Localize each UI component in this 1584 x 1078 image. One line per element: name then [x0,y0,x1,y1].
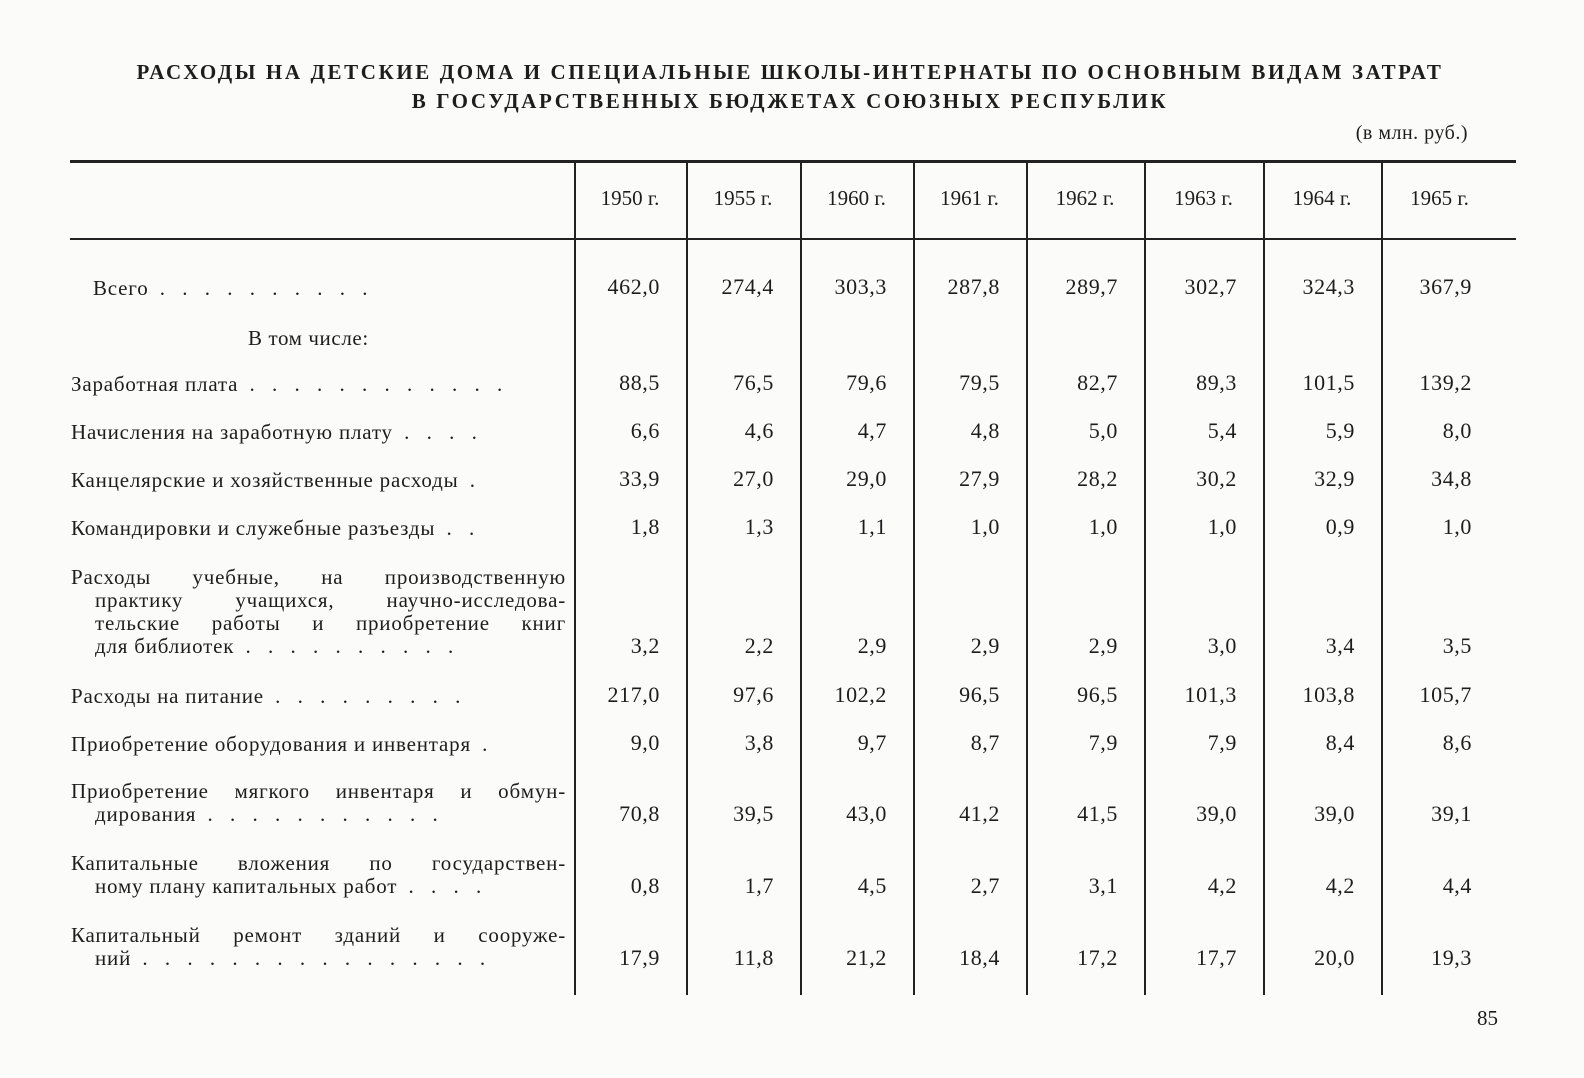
table-cell: 3,5 [1442,633,1472,658]
leader-dots: . . . . . . . . . . [234,635,460,658]
table-cell: 34,8 [1431,466,1472,491]
row-label-line [95,803,566,826]
table-cell: 9,7 [857,730,887,755]
table-cell: 30,2 [1196,466,1237,491]
row-label-line [95,875,566,898]
row-label-text: Приобретение оборудования и инвентаря [71,733,471,756]
year-header: 1965 г. [1410,186,1469,210]
table-cell: 27,0 [733,466,774,491]
title-line-1: РАСХОДЫ НА ДЕТСКИЕ ДОМА И СПЕЦИАЛЬНЫЕ ШКОЛЫ-ИНТЕРНАТЫ ПО ОСНОВНЫМ ВИДАМ ЗАТРАТ [136,60,1444,84]
row-label-text: Командировки и служебные разъезды [71,517,436,540]
table-cell: 367,9 [1419,274,1472,299]
table-cell: 303,3 [834,274,887,299]
row-label-line [71,566,566,589]
row-label [93,277,588,300]
row-label-text: Заработная плата [71,373,239,396]
year-header: 1955 г. [713,186,773,210]
table-cell: 217,0 [607,682,660,707]
page-number: 85 [1477,1006,1498,1030]
table-cell: 96,5 [1077,682,1118,707]
table-cell: 4,7 [857,418,887,443]
leader-dots: . [470,733,494,756]
table-cell: 2,7 [970,873,1000,898]
table-cell: 1,8 [630,514,660,539]
table-cell: 2,2 [744,633,774,658]
table-cell: 27,9 [959,466,1000,491]
table-cell: 8,4 [1325,730,1355,755]
row-label-text: Начисления на заработную плату [71,421,393,444]
table-cell: 287,8 [947,274,1000,299]
table-cell: 41,5 [1077,801,1118,826]
table-cell: 102,2 [834,682,887,707]
table-cell: 289,7 [1065,274,1118,299]
table-cell: 3,2 [630,633,660,658]
table-cell: 101,3 [1184,682,1237,707]
table-cell: 1,7 [744,873,774,898]
row-label-line [71,852,566,875]
table-cell: 96,5 [959,682,1000,707]
row-label-line [71,924,566,947]
row-label-text: ний [95,947,132,970]
table-cell: 1,0 [1442,514,1472,539]
row-label [71,517,566,540]
table-cell: 324,3 [1302,274,1355,299]
table-cell: 18,4 [959,945,1000,970]
year-header: 1960 г. [827,186,886,210]
leader-dots: . . . . . . . . . . . [196,803,444,826]
table-cell: 2,9 [1088,633,1118,658]
row-label-text: Расходы учебные, на производственную [71,565,566,589]
table-cell: 4,2 [1325,873,1355,898]
row-label-line [95,947,566,970]
table-cell: 101,5 [1302,370,1355,395]
table-cell: 6,6 [630,418,660,443]
table-cell: 2,9 [970,633,1000,658]
leader-dots: . . . . . . . . . . . . [238,373,509,396]
leader-dots: . . . . . . . . . . [148,277,374,300]
row-label-text: тельские работы и приобретение книг [95,611,566,635]
table-cell: 33,9 [619,466,660,491]
row-label [71,469,566,492]
row-label-text: Всего [93,277,149,300]
table-cell: 139,2 [1419,370,1472,395]
year-header: 1963 г. [1174,186,1233,210]
table-cell: 39,0 [1314,801,1355,826]
row-label [71,685,566,708]
table-cell: 9,0 [630,730,660,755]
table-cell: 39,1 [1431,801,1472,826]
table-cell: 79,6 [846,370,887,395]
table-cell: 5,0 [1088,418,1118,443]
table-cell: 103,8 [1302,682,1355,707]
row-label-text: дирования [95,803,197,826]
table-cell: 88,5 [619,370,660,395]
table-cell: 11,8 [733,945,774,970]
unit-note: (в млн. руб.) [1355,122,1468,144]
year-header: 1961 г. [940,186,999,210]
row-label [71,733,566,756]
table-cell: 17,2 [1077,945,1118,970]
table-cell: 82,7 [1077,370,1118,395]
table-cell: 39,5 [733,801,774,826]
table-cell: 97,6 [733,682,774,707]
table-cell: 4,6 [744,418,774,443]
row-label [71,373,566,396]
row-label-text: практику учащихся, научно-исследова- [95,588,566,612]
table-cell: 5,9 [1325,418,1355,443]
year-header: 1950 г. [600,186,660,210]
row-label-text: ному плану капитальных работ [95,875,398,898]
table-cell: 4,8 [970,418,1000,443]
table-cell: 76,5 [733,370,774,395]
table-cell: 1,0 [970,514,1000,539]
leader-dots: . . . . [397,875,488,898]
table-cell: 5,4 [1207,418,1237,443]
table-cell: 4,5 [857,873,887,898]
table-cell: 29,0 [846,466,887,491]
table-cell: 1,0 [1207,514,1237,539]
table-cell: 2,9 [857,633,887,658]
table-cell: 32,9 [1314,466,1355,491]
row-label-text: Расходы на питание [71,685,264,708]
table-cell: 20,0 [1314,945,1355,970]
row-label-line [95,589,566,612]
table-cell: 1,1 [857,514,887,539]
row-label-text: Капитальные вложения по государствен- [71,851,566,875]
table-cell: 3,8 [744,730,774,755]
table-cell: 3,0 [1207,633,1237,658]
table-cell: 8,6 [1442,730,1472,755]
subheading: В том числе: [248,326,369,350]
table-cell: 8,0 [1442,418,1472,443]
table-cell: 4,4 [1442,873,1472,898]
table-cell: 43,0 [846,801,887,826]
table-cell: 89,3 [1196,370,1237,395]
table-cell: 41,2 [959,801,1000,826]
row-label-text: Канцелярские и хозяйственные расходы [71,469,459,492]
table-cell: 28,2 [1077,466,1118,491]
leader-dots: . . . . . . . . . . . . . . . . [131,947,492,970]
table-cell: 3,4 [1325,633,1355,658]
row-label [71,421,566,444]
table-cell: 21,2 [846,945,887,970]
top-rule [70,160,1516,163]
table-cell: 17,9 [619,945,660,970]
table-cell: 0,9 [1325,514,1355,539]
table-cell: 39,0 [1196,801,1237,826]
table-cell: 7,9 [1088,730,1118,755]
row-label-line [71,780,566,803]
header-rule [70,238,1516,240]
table-cell: 4,2 [1207,873,1237,898]
row-label-text: Приобретение мягкого инвентаря и обмун- [71,779,566,803]
leader-dots: . . . . . . . . . [263,685,467,708]
table-cell: 8,7 [970,730,1000,755]
table-title [70,58,1510,116]
table-cell: 274,4 [721,274,774,299]
table-cell: 17,7 [1196,945,1237,970]
table-cell: 19,3 [1431,945,1472,970]
leader-dots: . [458,469,482,492]
table-cell: 105,7 [1419,682,1472,707]
table-cell: 7,9 [1207,730,1237,755]
leader-dots: . . . . [392,421,483,444]
title-line-2: В ГОСУДАРСТВЕННЫХ БЮДЖЕТАХ СОЮЗНЫХ РЕСПУБЛИК [411,89,1169,113]
table-cell: 70,8 [619,801,660,826]
row-label-text: для библиотек [95,635,235,658]
year-header: 1964 г. [1292,186,1352,210]
table-cell: 1,0 [1088,514,1118,539]
table-cell: 79,5 [959,370,1000,395]
row-label-text: Капитальный ремонт зданий и сооруже- [71,923,566,947]
row-label-line [95,635,566,658]
row-label-line [95,612,566,635]
table-cell: 0,8 [630,873,660,898]
table-cell: 1,3 [744,514,774,539]
leader-dots: . . [435,517,481,540]
year-header: 1962 г. [1055,186,1115,210]
table-cell: 462,0 [607,274,660,299]
table-cell: 3,1 [1088,873,1118,898]
table-cell: 302,7 [1184,274,1237,299]
